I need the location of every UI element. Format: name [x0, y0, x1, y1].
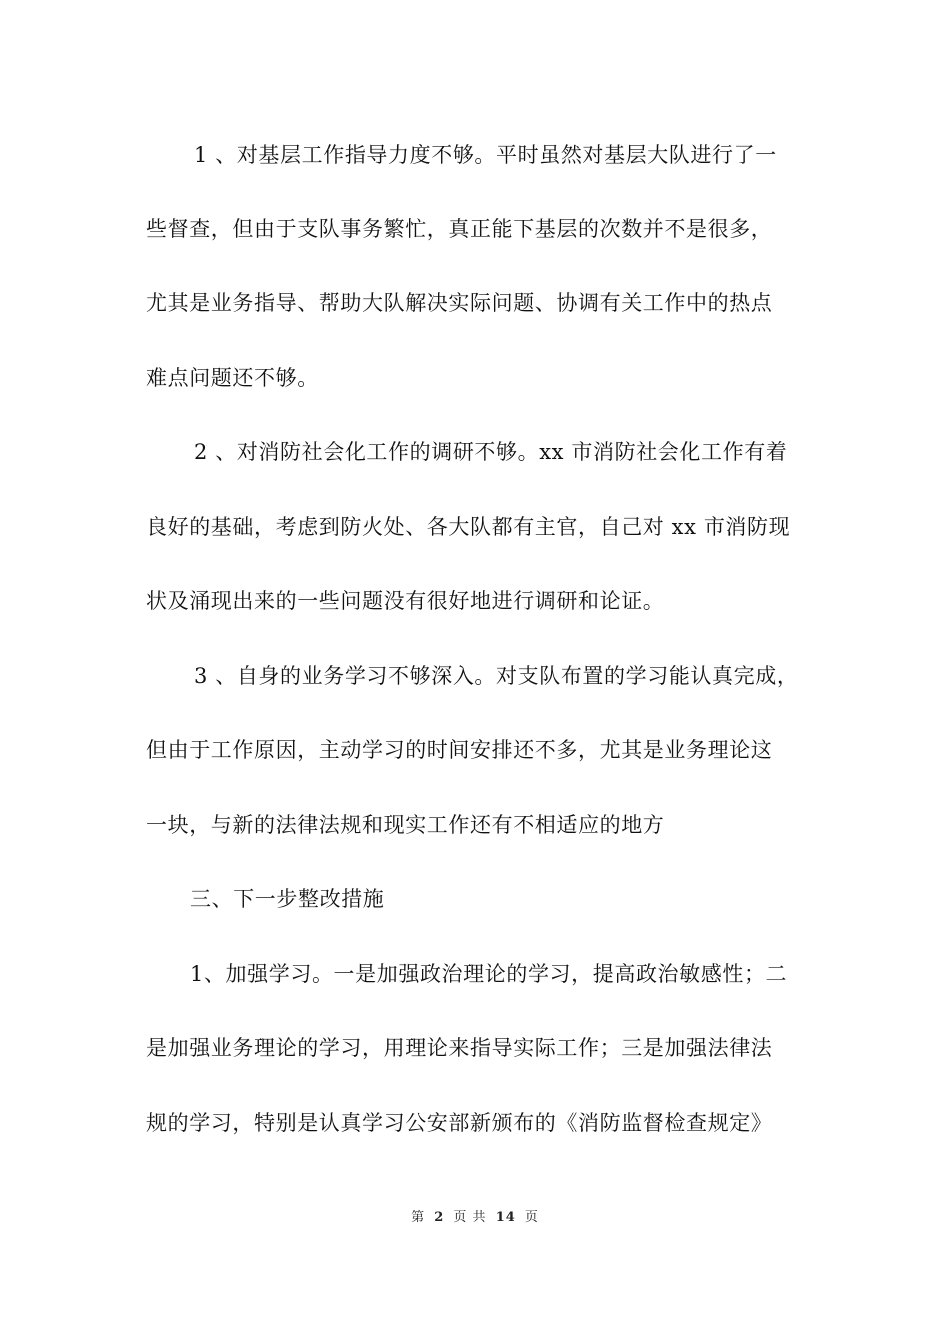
paragraph-line: 规的学习，特别是认真学习公安部新颁布的《消防监督检查规定》: [146, 1111, 773, 1135]
paragraph-line: 良好的基础，考虑到防火处、各大队都有主官，自己对 xx 市消防现: [146, 515, 791, 539]
paragraph-line: 1 、对基层工作指导力度不够。平时虽然对基层大队进行了一: [194, 143, 777, 167]
footer-prefix: 第: [411, 1210, 426, 1225]
paragraph-line: 一块，与新的法律法规和现实工作还有不相适应的地方: [146, 813, 665, 837]
paragraph-line: 是加强业务理论的学习，用理论来指导实际工作；三是加强法律法: [146, 1036, 773, 1060]
paragraph-line: 2 、对消防社会化工作的调研不够。xx 市消防社会化工作有着: [194, 440, 788, 464]
footer-suffix: 页: [524, 1210, 539, 1225]
section-heading: 三、下一步整改措施: [190, 887, 385, 911]
footer-middle: 页 共: [453, 1210, 487, 1225]
footer-total-pages: 14: [495, 1210, 516, 1225]
paragraph-line: 但由于工作原因，主动学习的时间安排还不多，尤其是业务理论这: [146, 738, 773, 762]
paragraph-line: 1、加强学习。一是加强政治理论的学习，提高政治敏感性；二: [190, 962, 788, 986]
paragraph-line: 尤其是业务指导、帮助大队解决实际问题、协调有关工作中的热点: [146, 291, 773, 315]
footer-current-page: 2: [434, 1210, 445, 1225]
paragraph-line: 状及涌现出来的一些问题没有很好地进行调研和论证。: [146, 589, 665, 613]
paragraph-line: 些督查，但由于支队事务繁忙，真正能下基层的次数并不是很多，: [146, 217, 773, 241]
page-footer: [0, 1208, 950, 1228]
paragraph-line: 3 、自身的业务学习不够深入。对支队布置的学习能认真完成，: [194, 664, 799, 688]
paragraph-line: 难点问题还不够。: [146, 366, 319, 390]
